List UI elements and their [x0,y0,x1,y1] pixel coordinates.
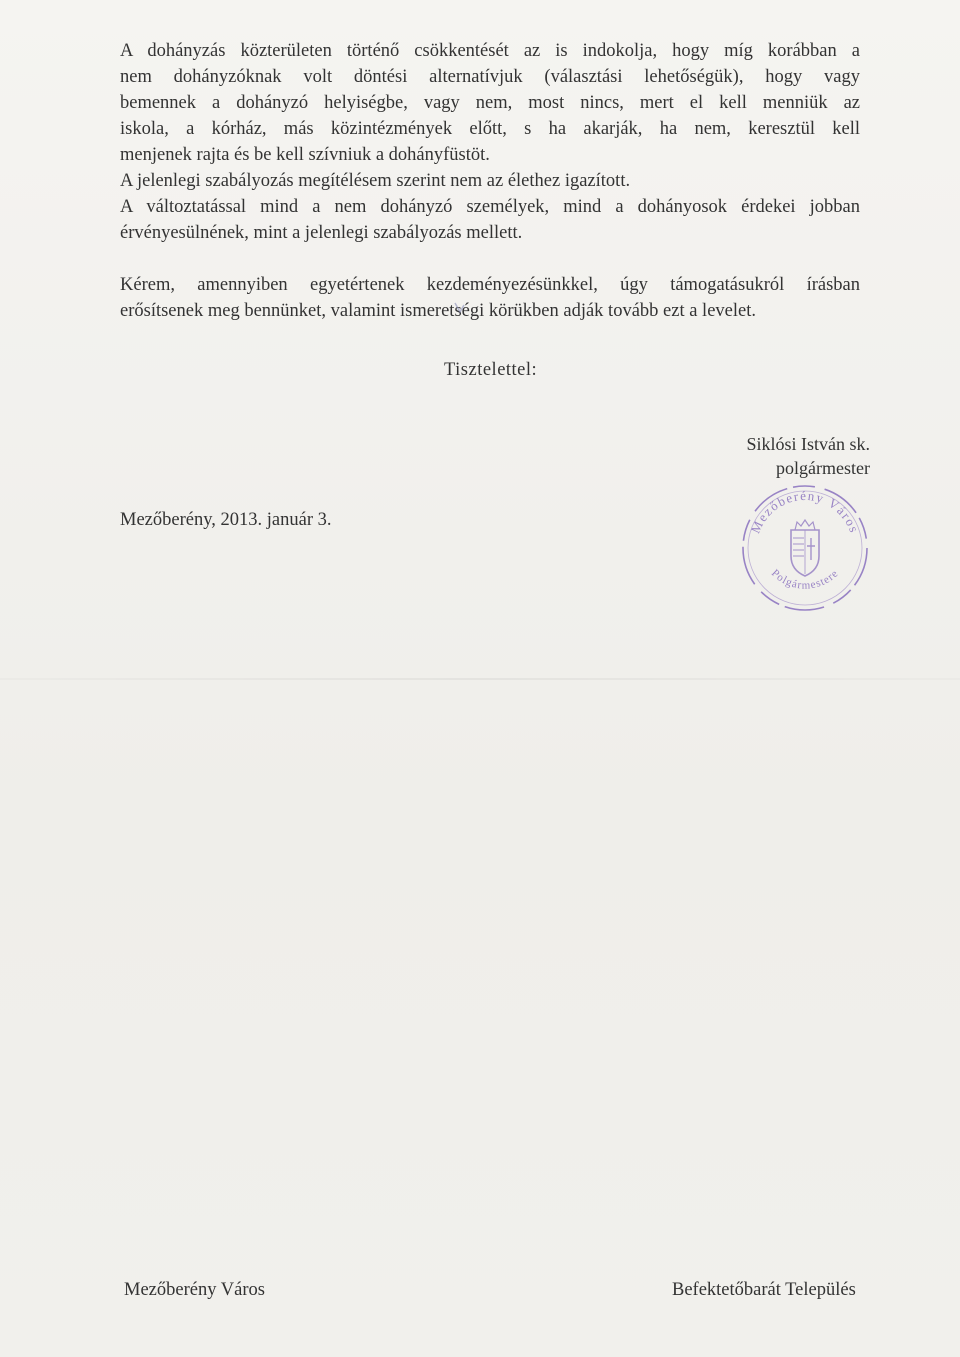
footer-left: Mezőberény Város [124,1280,265,1300]
paper-fold-line [0,678,960,680]
official-stamp [735,478,875,618]
stamp-bottom-text: Polgármestere [768,567,842,592]
salutation: Tisztelettel: [444,360,538,380]
letter-body [120,38,860,324]
paragraph-1-line: iskola, a kórház, más közintézmények előtt, s ha akarják, ha nem, keresztül kell [120,119,860,139]
paragraph-4-line: Kérem, amennyiben egyetértenek kezdeményezésünkkel, úgy támogatásukról írásban [120,275,860,295]
stamp-top-text: Mezőberény Város [747,487,863,536]
coat-of-arms-icon [791,520,819,576]
paragraph-1-line: A dohányzás közterületen történő csökkentését az is indokolja, hogy míg korábban a [120,41,860,61]
paragraph-3 [120,194,860,246]
paragraph-4 [120,272,860,324]
paragraph-1-line: nem dohányzóknak volt döntési alternatívjuk (választási lehetőségük), hogy vagy [120,67,860,87]
letter-date: Mezőberény, 2013. január 3. [120,510,332,530]
paragraph-1 [120,38,860,168]
signatory-name: Siklósi István sk. [746,434,870,454]
paragraph-1-line: menjenek rajta és be kell szívniuk a dohányfüstöt. [120,145,490,165]
footer-right: Befektetőbarát Település [672,1280,856,1300]
paragraph-4-line: erősítsenek meg bennünket, valamint ismeretségi körükben adják tovább ezt a levelet. [120,301,756,321]
paragraph-1-line: bemennek a dohányzó helyiségbe, vagy nem, most nincs, mert el kell menniük az [120,93,860,113]
paragraph-3-line: érvényesülnének, mint a jelenlegi szabályozás mellett. [120,223,523,243]
ink-mark [452,300,468,316]
signatory-title: polgármester [776,458,870,478]
paragraph-2: A jelenlegi szabályozás megítélésem szerint nem az élethez igazított. [120,171,631,191]
paragraph-3-line: A változtatással mind a nem dohányzó személyek, mind a dohányosok érdekei jobban [120,197,860,217]
signature-block [730,432,870,480]
